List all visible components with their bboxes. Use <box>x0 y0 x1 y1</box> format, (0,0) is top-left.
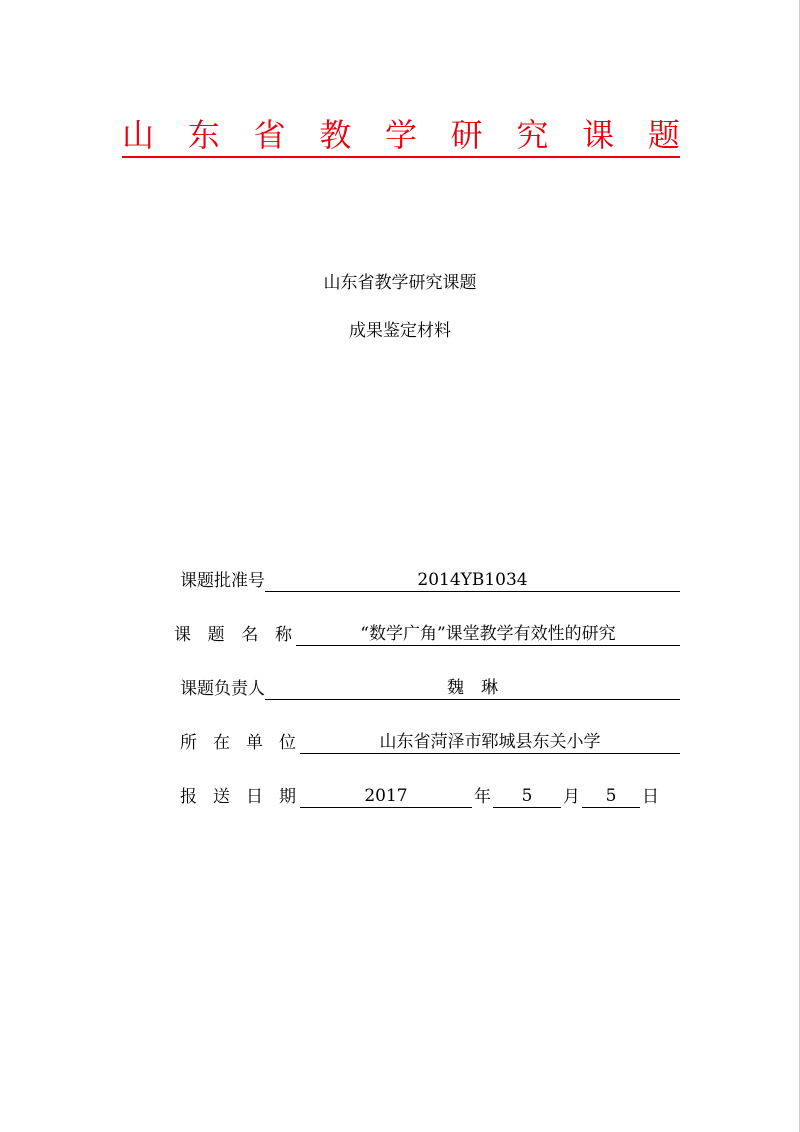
date-day-value: 5 <box>582 785 640 808</box>
date-year-value: 2017 <box>300 785 472 808</box>
project-name-value: “数学广角”课堂教学有效性的研究 <box>296 623 680 646</box>
label-char: 日 <box>246 787 263 807</box>
label-char: 位 <box>279 733 296 753</box>
label-char: 称 <box>274 625 292 645</box>
date-month-value: 5 <box>493 785 561 808</box>
banner-char: 题 <box>647 116 680 154</box>
unit-value: 山东省菏泽市郓城县东关小学 <box>300 731 680 754</box>
banner-char: 研 <box>450 116 483 154</box>
label-char: 所 <box>180 733 197 753</box>
field-leader <box>180 674 680 700</box>
unit-label <box>180 732 296 754</box>
banner-char: 究 <box>516 116 549 154</box>
subtitle-line-2: 成果鉴定材料 <box>349 321 451 341</box>
banner-title <box>122 116 680 154</box>
banner <box>122 116 680 158</box>
banner-underline <box>122 156 680 158</box>
field-unit <box>180 728 680 754</box>
label-char: 名 <box>241 625 259 645</box>
date-label <box>180 786 296 808</box>
label-char: 期 <box>279 787 296 807</box>
banner-char: 学 <box>384 116 417 154</box>
subtitle-line-1: 山东省教学研究课题 <box>323 273 477 293</box>
date-day-unit: 日 <box>642 787 659 807</box>
approval-number-label: 课题批准号 <box>180 571 265 591</box>
label-char: 课 <box>174 625 191 645</box>
leader-label: 课题负责人 <box>180 679 265 699</box>
banner-char: 省 <box>253 116 286 154</box>
banner-char: 东 <box>187 116 220 154</box>
date-month-unit: 月 <box>563 787 580 807</box>
label-char: 送 <box>213 787 230 807</box>
label-char: 题 <box>207 625 225 645</box>
banner-char: 教 <box>319 116 352 154</box>
label-char: 在 <box>213 733 230 753</box>
leader-value: 魏 琳 <box>265 677 680 700</box>
banner-char: 课 <box>582 116 615 154</box>
field-project-name <box>174 620 680 646</box>
project-name-label <box>174 624 292 646</box>
banner-char: 山 <box>122 116 155 154</box>
date-year-unit: 年 <box>474 787 491 807</box>
field-date <box>180 782 680 808</box>
approval-number-value: 2014YB1034 <box>265 569 680 592</box>
field-approval-number <box>180 566 680 592</box>
label-char: 报 <box>180 787 197 807</box>
label-char: 单 <box>246 733 263 753</box>
